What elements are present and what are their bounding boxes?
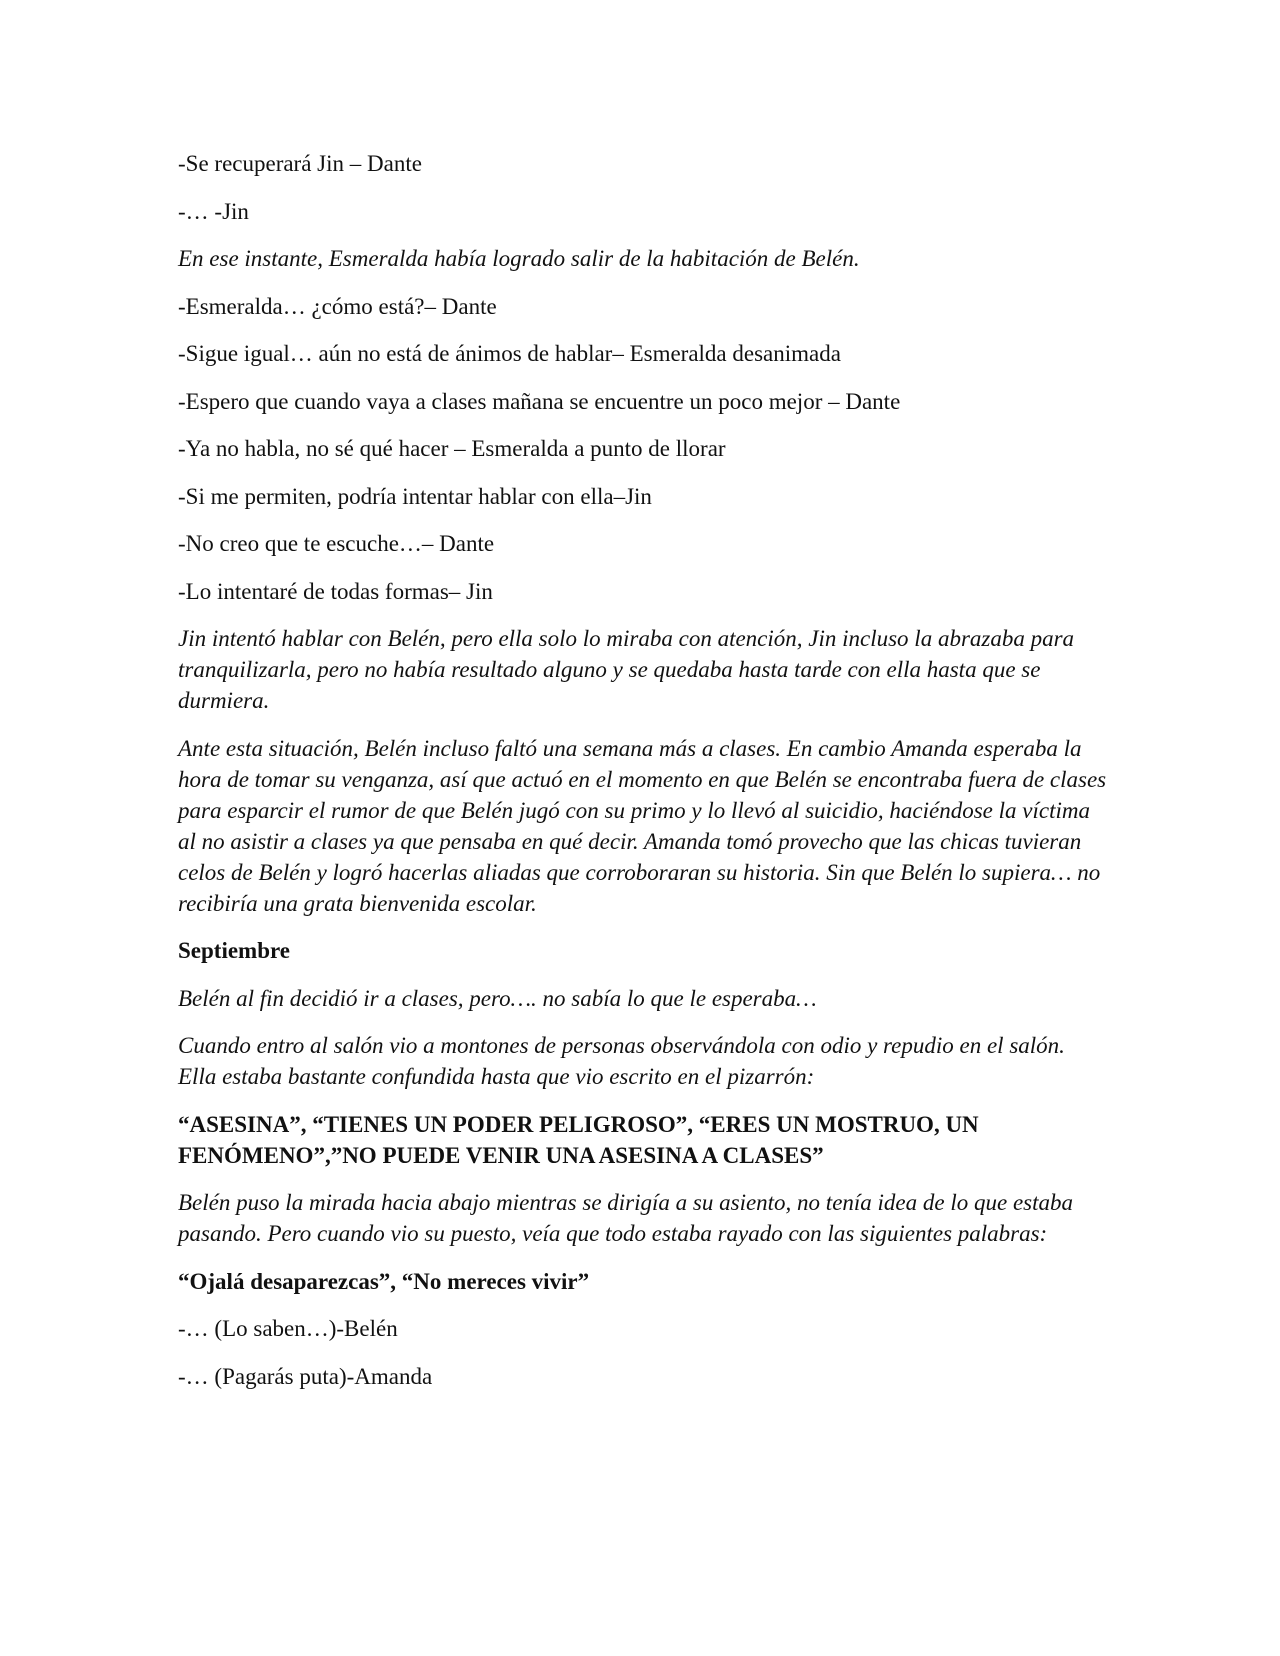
bold-paragraph: Septiembre <box>178 938 291 963</box>
dialogue-line: -… -Jin <box>178 198 249 224</box>
narration-paragraph: Belén al fin decidió ir a clases, pero…. no sabía lo que le esperaba… <box>178 985 817 1011</box>
bold-paragraph: “Ojalá desaparezcas”, “No mereces vivir” <box>178 1268 590 1294</box>
document-body <box>178 148 1108 1408</box>
dialogue-line: -… (Lo saben…)-Belén <box>178 1316 398 1341</box>
bold-paragraph: “ASESINA”, “TIENES UN PODER PELIGROSO”, “ERES UN MOSTRUO, UN FENÓMENO”,”NO PUEDE VENIR UNA ASESINA A CLASES” <box>178 1111 979 1168</box>
dialogue-line: -Lo intentaré de todas formas– Jin <box>178 578 493 604</box>
narration-paragraph: Belén puso la mirada hacia abajo mientras se dirigía a su asiento, no tenía idea de lo que estaba pasando. Pero cuando vio su puesto, veía que todo estaba rayado con las siguientes palabras: <box>178 1190 1074 1246</box>
dialogue-line: -… (Pagarás puta)-Amanda <box>178 1363 433 1389</box>
dialogue-line: -Esmeralda… ¿cómo está?– Dante <box>178 293 497 319</box>
narration-paragraph: Jin intentó hablar con Belén, pero ella solo lo miraba con atención, Jin incluso la abrazaba para tranquilizarla, pero no había resultado alguno y se quedaba hasta tarde con ella hasta que se durmiera. <box>178 626 1075 713</box>
dialogue-line: -No creo que te escuche…– Dante <box>178 531 495 556</box>
dialogue-line: -Espero que cuando vaya a clases mañana se encuentre un poco mejor – Dante <box>178 388 901 414</box>
dialogue-line: -Ya no habla, no sé qué hacer – Esmeralda a punto de llorar <box>178 436 726 461</box>
dialogue-line: -Se recuperará Jin – Dante <box>178 151 422 176</box>
narration-paragraph: En ese instante, Esmeralda había logrado salir de la habitación de Belén. <box>178 246 860 271</box>
dialogue-line: -Si me permiten, podría intentar hablar con ella–Jin <box>178 483 652 509</box>
dialogue-line: -Sigue igual… aún no está de ánimos de hablar– Esmeralda desanimada <box>178 341 841 366</box>
narration-paragraph: Cuando entro al salón vio a montones de personas observándola con odio y repudio en el salón. Ella estaba bastante confundida hasta que vio escrito en el pizarrón: <box>178 1033 1065 1089</box>
narration-paragraph: Ante esta situación, Belén incluso faltó una semana más a clases. En cambio Amanda esperaba la hora de tomar su venganza, así que actuó en el momento en que Belén se encontraba fuera de clases para esparcir el rumor de que Belén jugó con su primo y lo llevó al suicidio, haciéndose la víctima al no asistir a clases ya que pensaba en qué decir. Amanda tomó provecho que las chicas tuvieran celos de Belén y logró hacerlas aliadas que corroboraran su historia. Sin que Belén lo supiera… no recibiría una grata bienvenida escolar. <box>178 735 1107 916</box>
